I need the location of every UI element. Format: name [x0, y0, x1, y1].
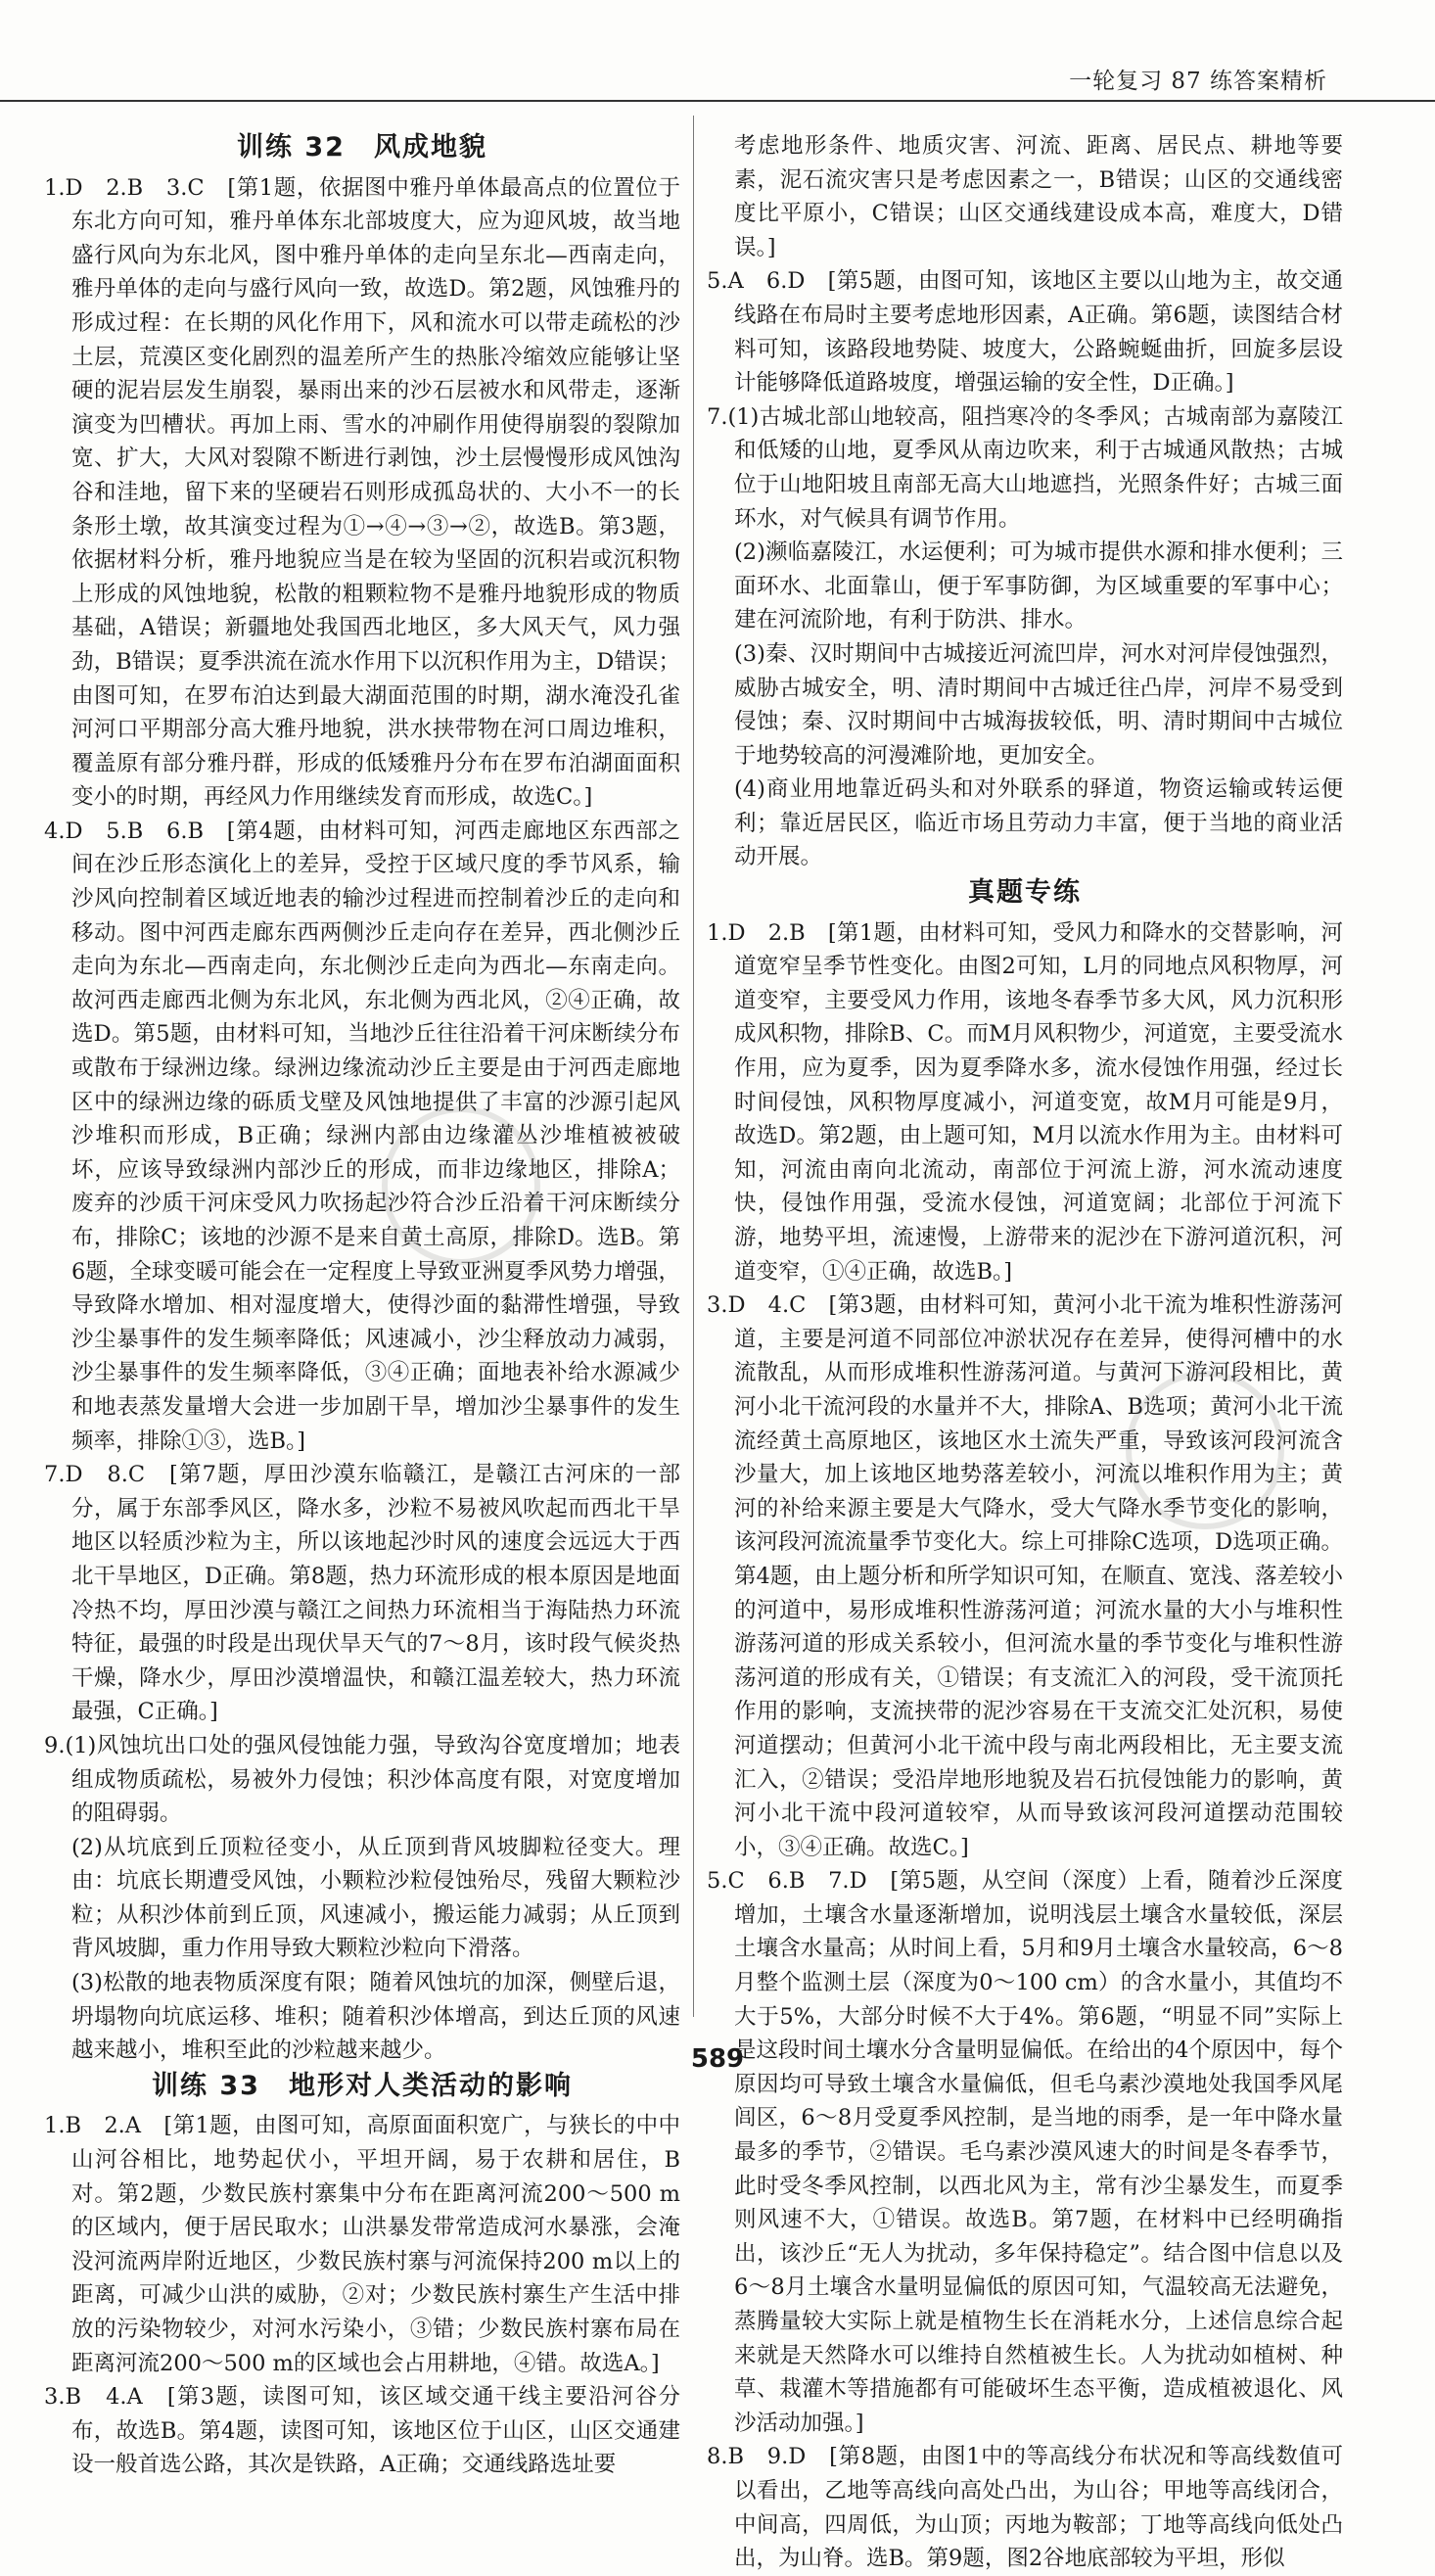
- left-column: [44, 129, 680, 2478]
- page-header: [0, 0, 1435, 102]
- answer-paragraph: 9.(1)风蚀坑出口处的强风侵蚀能力强，导致沟谷宽度增加；地表组成物质疏松，易被外力侵蚀；积沙体高度有限，对宽度增加的阻碍弱。: [44, 1732, 680, 1827]
- answer-paragraph: 7.D 8.C [第7题，厚田沙漠东临赣江，是赣江古河床的一部分，属于东部季风区，降水多，沙粒不易被风吹起而西北干旱地区以轻质沙粒为主，所以该地起沙时风的速度会远远大于西北干旱地区，D正确。第8题，热力环流形成的根本原因是地面冷热不均，厚田沙漠与赣江之间热力环流相当于海陆热力环流特征，最强的时段是出现伏旱天气的7～8月，该时段气候炎热干燥，降水少，厚田沙漠增温快，和赣江温差较大，热力环流最强，C正确。]: [44, 1462, 680, 1725]
- answer-paragraph: (3)松散的地表物质深度有限；随着风蚀坑的加深，侧壁后退，坍塌物向坑底运移、堆积；随着积沙体增高，到达丘顶的风速越来越小，堆积至此的沙粒越来越少。: [71, 1970, 680, 2064]
- answer-paragraph: 1.B 2.A [第1题，由图可知，高原面面积宽广，与狭长的中中山河谷相比，地势起伏小，平坦开阔，易于农耕和居住，B对。第2题，少数民族村寨集中分布在距离河流200～500 m的区域内，便于居民取水；山洪暴发带常造成河水暴涨，会淹没河流两岸附近地区，少数民族村寨与河流保持200 m以上的距离，可减少山洪的威胁，②对；少数民族村寨生产生活中排放的污染物较少，对河水污染小，③错；少数民族村寨布局在距离河流200～500 m的区域也会占用耕地，④错。故选A。]: [44, 2113, 680, 2376]
- answer-paragraph: 考虑地形条件、地质灾害、河流、距离、居民点、耕地等要素，泥石流灾害只是考虑因素之一，B错误；山区的交通线密度比平原小，C错误；山区交通线建设成本高，难度大，D错误。]: [734, 133, 1343, 260]
- answer-paragraph: 3.D 4.C [第3题，由材料可知，黄河小北干流为堆积性游荡河道，主要是河道不同部位冲淤状况存在差异，使得河槽中的水流散乱，从而形成堆积性游荡河道。与黄河下游河段相比，黄河小北干流河段的水量并不大，排除A、B选项；黄河小北干流流经黄土高原地区，该地区水土流失严重，导致该河段河流含沙量大，加上该地区地势落差较小，河流以堆积作用为主；黄河的补给来源主要是大气降水，受大气降水季节变化的影响，该河段河流流量季节变化大。综上可排除C选项，D选项正确。第4题，由上题分析和所学知识可知，在顺直、宽浅、落差较小的河道中，易形成堆积性游荡河道；河流水量的大小与堆积性游荡河道的形成关系较小，但河流水量的季节变化与堆积性游荡河道的形成有关，①错误；有支流汇入的河段，受干流顶托作用的影响，支流挟带的泥沙容易在干支流交汇处沉积，易使河道摆动；但黄河小北干流中段与南北两段相比，无主要支流汇入，②错误；受沿岸地形地貌及岩石抗侵蚀能力的影响，黄河小北干流中段河道较窄，从而导致该河段河道摆动范围较小，③④正确。故选C。]: [707, 1292, 1343, 1860]
- section-title-training-32: 训练 32 风成地貌: [237, 132, 487, 163]
- answer-paragraph: 5.C 6.B 7.D [第5题，从空间（深度）上看，随着沙丘深度增加，土壤含水量逐渐增加，说明浅层土壤含水量较低，深层土壤含水量高；从时间上看，5月和9月土壤含水量较高，6～8月整个监测土层（深度为0～100 cm）的含水量小，其值均不大于5%，大部分时候不大于4%。第6题，“明显不同”实际上是这段时间土壤水分含量明显偏低。在给出的4个原因中，每个原因均可导致土壤含水量偏低，但毛乌素沙漠地处我国季风尾闾区，6～8月受夏季风控制，是当地的雨季，是一年中降水量最多的季节，②错误。毛乌素沙漠风速大的时间是冬春季节，此时受冬季风控制，以西北风为主，常有沙尘暴发生，而夏季则风速不大，①错误。故选B。第7题，在材料中已经明确指出，该沙丘“无人为扰动，多年保持稳定”。结合图中信息以及6～8月土壤含水量明显偏低的原因可知，气温较高无法避免，蒸腾量较大实际上就是植物生长在消耗水分，上述信息综合起来就是天然降水可以维持自然植被生长。人为扰动如植树、种草、栽灌木等措施都有可能破坏生态平衡，造成植被退化、风沙活动加强。]: [707, 1868, 1343, 2436]
- section-title-training-33: 训练 33 地形对人类活动的影响: [152, 2070, 573, 2101]
- answer-paragraph: (2)从坑底到丘顶粒径变小，从丘顶到背风坡脚粒径变大。理由：坑底长期遭受风蚀，小颗粒沙粒侵蚀殆尽，残留大颗粒沙粒；从积沙体前到丘顶，风速减小，搬运能力减弱；从丘顶到背风坡脚，重力作用导致大颗粒沙粒向下滑落。: [71, 1834, 680, 1962]
- answer-paragraph: (2)濒临嘉陵江，水运便利；可为城市提供水源和排水便利；三面环水、北面靠山，便于军事防御，为区域重要的军事中心；建在河流阶地，有利于防洪、排水。: [734, 539, 1343, 633]
- answer-paragraph: 5.A 6.D [第5题，由图可知，该地区主要以山地为主，故交通线路在布局时主要考虑地形因素，A正确。第6题，读图结合材料可知，该路段地势陡、坡度大，公路蜿蜒曲折，回旋多层设计能够降低道路坡度，增强运输的安全性，D正确。]: [707, 268, 1343, 397]
- watermark-stamp-graphic: [1126, 1371, 1284, 1529]
- running-title: 一轮复习 87 练答案精析: [1069, 69, 1327, 94]
- answer-paragraph: 1.D 2.B 3.C [第1题，依据图中雅丹单体最高点的位置位于东北方向可知，雅丹单体东北部坡度大，应为迎风坡，故当地盛行风向为东北风，图中雅丹单体的走向呈东北—西南走向，雅丹单体的走向与盛行风向一致，故选D。第2题，风蚀雅丹的形成过程：在长期的风化作用下，风和流水可以带走疏松的沙土层，荒漠区变化剧烈的温差所产生的热胀冷缩效应能够让坚硬的泥岩层发生崩裂，暴雨出来的沙石层被水和风带走，逐渐演变为凹槽状。再加上雨、雪水的冲刷作用使得崩裂的裂隙加宽、扩大，大风对裂隙不断进行剥蚀，沙土层慢慢形成风蚀沟谷和洼地，留下来的坚硬岩石则形成孤岛状的、大小不一的长条形土墩，故其演变过程为①→④→③→②，故选B。第3题，依据材料分析，雅丹地貌应当是在较为坚固的沉积岩或沉积物上形成的风蚀地貌，松散的粗颗粒物不是雅丹地貌形成的物质基础，A错误；新疆地处我国西北地区，多大风天气，风力强劲，B错误；夏季洪流在流水作用下以沉积作用为主，D错误；由图可知，在罗布泊达到最大湖面范围的时期，湖水淹没孔雀河河口平期部分高大雅丹地貌，洪水挟带物在河口周边堆积，覆盖原有部分雅丹群，形成的低矮雅丹分布在罗布泊湖面面积变小的时期，再经风力作用继续发育而形成，故选C。]: [44, 174, 680, 811]
- answer-paragraph: (4)商业用地靠近码头和对外联系的驿道，物资运输或转运便利；靠近居民区，临近市场且劳动力丰富，便于当地的商业活动开展。: [734, 776, 1343, 870]
- column-divider: [693, 116, 694, 2017]
- answer-paragraph: 1.D 2.B [第1题，由材料可知，受风力和降水的交替影响，河道宽窄呈季节性变化。由图2可知，L月的同地点风积物厚，河道变窄，主要受风力作用，该地冬春季节多大风，风力沉积形成风积物，排除B、C。而M月风积物少，河道宽，主要受流水作用，应为夏季，因为夏季降水多，流水侵蚀作用强，经过长时间侵蚀，风积物厚度减小，河道变宽，故M月可能是9月，故选D。第2题，由上题可知，M月以流水作用为主。由材料可知，河流由南向北流动，南部位于河流上游，河水流动速度快，侵蚀作用强，受流水侵蚀，河道宽阔；北部位于河流下游，地势平坦，流速慢，上游带来的泥沙在下游河道沉积，河道变窄，①④正确，故选B。]: [707, 919, 1343, 1285]
- header-rule: [0, 100, 1435, 102]
- answer-paragraph: 3.B 4.A [第3题，读图可知，该区域交通干线主要沿河谷分布，故选B。第4题，读图可知，该地区位于山区，山区交通建设一般首选公路，其次是铁路，A正确；交通线路选址要: [44, 2384, 680, 2478]
- answer-paragraph: 4.D 5.B 6.B [第4题，由材料可知，河西走廊地区东西部之间在沙丘形态演化上的差异，受控于区域尺度的季节风系，输沙风向控制着区域近地表的输沙过程进而控制着沙丘的走向和移动。图中河西走廊东西两侧沙丘走向存在差异，西北侧沙丘走向为东北—西南走向，东北侧沙丘走向为西北—东南走向。故河西走廊西北侧为东北风，东北侧为西北风，②④正确，故选D。第5题，由材料可知，当地沙丘往往沿着干河床断续分布或散布于绿洲边缘。绿洲边缘流动沙丘主要是由于河西走廊地区中的绿洲边缘的砾质戈壁及风蚀地提供了丰富的沙源引起风沙堆积而形成，B正确；绿洲内部由边缘灌丛沙堆植被被破坏，应该导致绿洲内部沙丘的形成，而非边缘地区，排除A；废弃的沙质干河床受风力吹扬起沙符合沙丘沿着干河床断续分布，排除C；该地的沙源不是来自黄土高原，排除D。选B。第6题，全球变暖可能会在一定程度上导致亚洲夏季风势力增强，导致降水增加、相对湿度增大，使得沙面的黏滞性增强，导致沙尘暴事件的发生频率降低；风速减小，沙尘释放动力减弱，沙尘暴事件的发生频率降低，③④正确；面地表补给水源减少和地表蒸发量增大会进一步加剧干旱，增加沙尘暴事件的发生频率，排除①③，选B。]: [44, 818, 680, 1454]
- page-number: 589: [690, 2044, 745, 2074]
- answer-paragraph: (3)秦、汉时期间中古城接近河流凹岸，河水对河岸侵蚀强烈，威胁古城安全，明、清时期间中古城迁往凸岸，河岸不易受到侵蚀；秦、汉时期间中古城海拔较低，明、清时期间中古城位于地势较高的河漫滩阶地，更加安全。: [734, 640, 1343, 769]
- answer-paragraph: 7.(1)古城北部山地较高，阻挡寒冷的冬季风；古城南部为嘉陵江和低矮的山地，夏季风从南边吹来，利于古城通风散热；古城位于山地阳坡且南部无高大山地遮挡，光照条件好；古城三面环水，对气候具有调节作用。: [707, 403, 1343, 532]
- watermark-stamp-graphic: [382, 1106, 540, 1265]
- section-title-real-exam: 真题专练: [968, 877, 1082, 909]
- answer-paragraph: 8.B 9.D [第8题，由图1中的等高线分布状况和等高线数值可以看出，乙地等高线向高处凸出，为山谷；甲地等高线闭合，中间高，四周低，为山顶；丙地为鞍部；丁地等高线向低处凸出，为山脊。选B。第9题，图2谷地底部较为平坦，形似: [707, 2444, 1343, 2572]
